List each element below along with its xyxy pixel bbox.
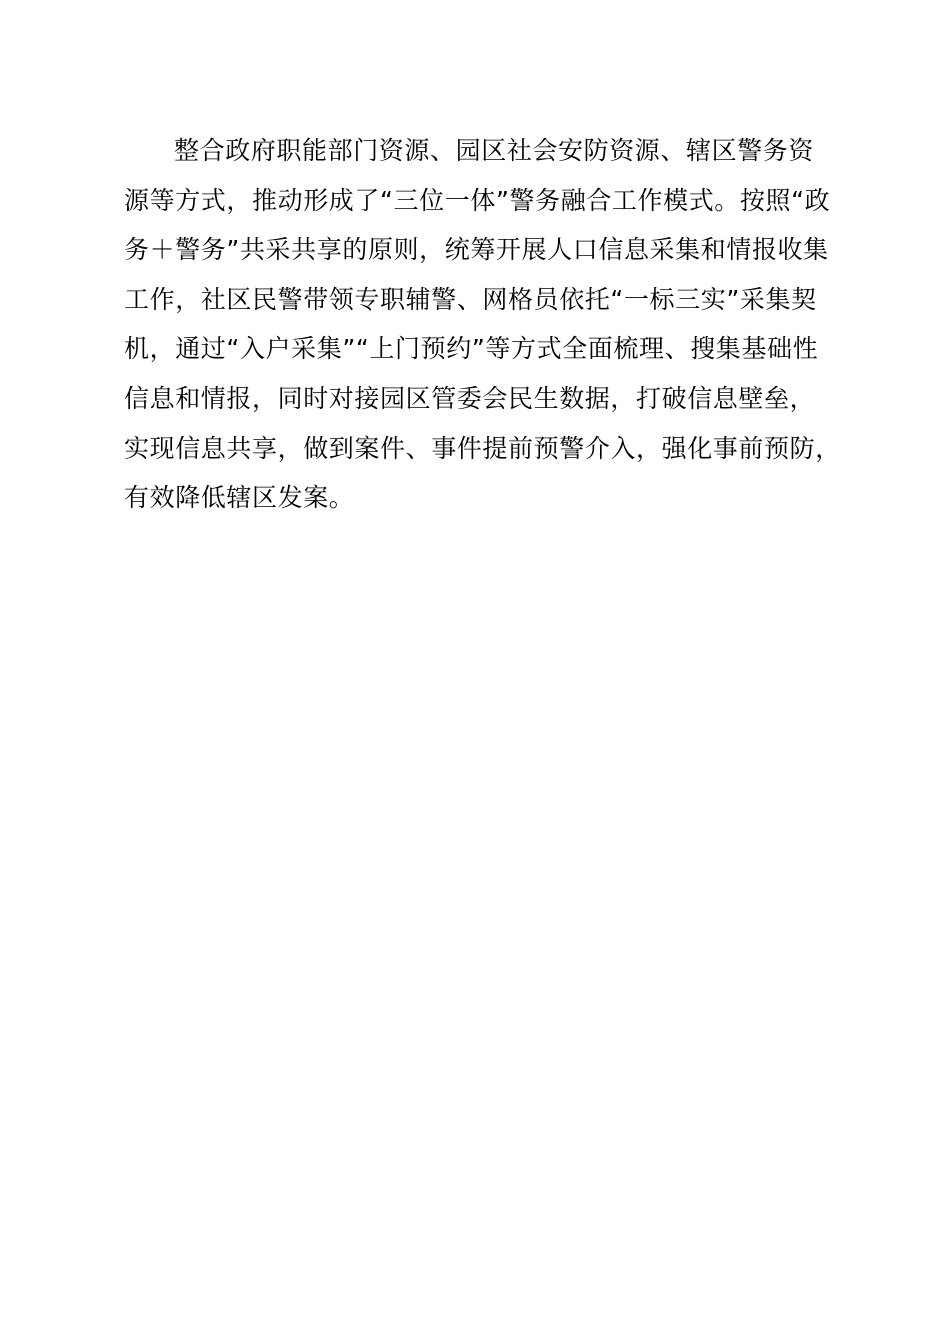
- paragraph-line-1: 整合政府职能部门资源、园区社会安防资源、辖区警务资: [174, 136, 815, 165]
- paragraph-line-5: 机，通过“入户采集”“上门预约”等方式全面梳理、搜集基础性: [124, 334, 819, 364]
- body-paragraph: [124, 126, 864, 523]
- paragraph-line-2: 源等方式，推动形成了“三位一体”警务融合工作模式。按照“政: [124, 185, 831, 215]
- paragraph-line-7: 实现信息共享，做到案件、事件提前预警介入，强化事前预防，: [124, 433, 841, 463]
- paragraph-line-3: 务＋警务”共采共享的原则，统筹开展人口信息采集和情报收集: [124, 235, 829, 265]
- paragraph-line-8: 有效降低辖区发案。: [124, 483, 355, 513]
- paragraph-line-6: 信息和情报，同时对接园区管委会民生数据，打破信息壁垒，: [124, 383, 816, 413]
- paragraph-line-4: 工作，社区民警带领专职辅警、网格员依托“一标三实”采集契: [124, 284, 817, 314]
